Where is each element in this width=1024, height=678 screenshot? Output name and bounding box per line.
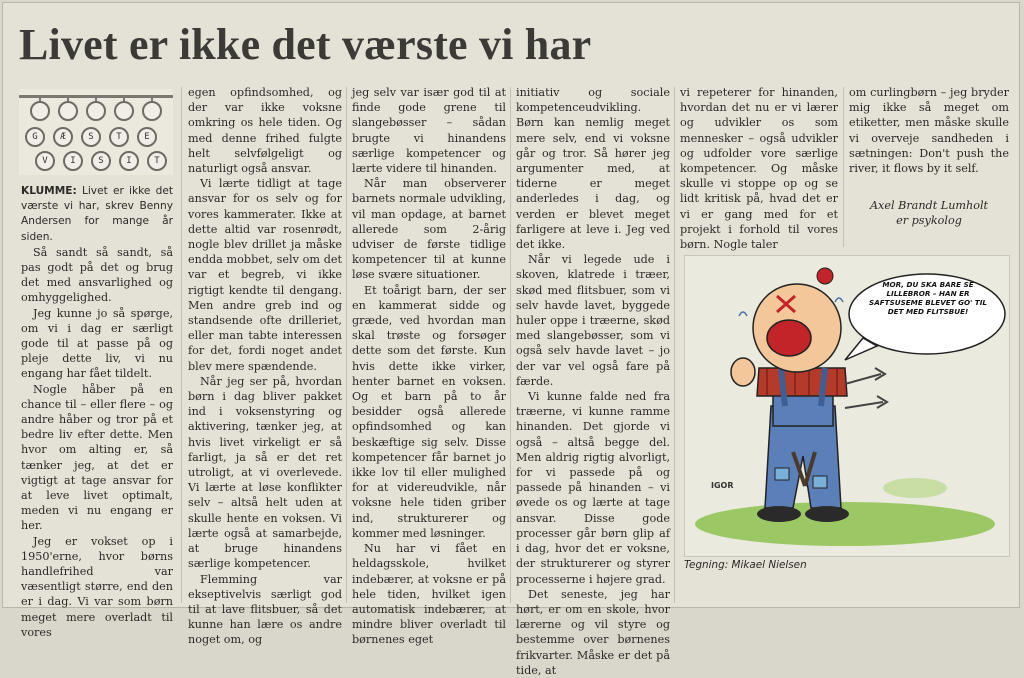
author-signature xyxy=(849,198,1009,228)
paragraph: Vi lærte tidligt at tage ansvar for os selv og for vores kammerater. Ikke at dette altid var rosenrødt, nogle blev drillet ja måske endda mobbet, selv om det var et begreb, vi ikke rigtigt kendte til dengang. Men andre greb ind og standsende ofte drilleriet, eller man tabte interessen for det, fordi noget andet blev mere spændende. xyxy=(188,177,342,373)
logo-key: I xyxy=(119,151,139,171)
left-shoe xyxy=(757,506,801,522)
logo-key: E xyxy=(137,127,157,147)
logo-key: S xyxy=(91,151,111,171)
logo-key-blank xyxy=(58,101,78,121)
knee-patch xyxy=(813,476,827,488)
paragraph: Når man observerer barnets normale udvikling, vil man opdage, at barnet allerede som 2-årig udviser de første tidlige kompetencer til at kunne løse svære situationer. xyxy=(352,177,506,282)
grass-patch xyxy=(695,502,995,546)
open-mouth xyxy=(767,320,811,356)
cartoon-caption: Tegning: Mikael Nielsen xyxy=(684,559,807,571)
paragraph: Når jeg ser på, hvordan børn i dag bliver pakket ind i voksenstyring og aktivering, tænker jeg, at hvis livet virkeligt er så farligt, ja så er det ret utroligt, at vi overlevede. Vi lærte at løse konflikter selv – altså helt uden at skulle hente en voksen. Vi lærte også at samarbejde, at bruge hinandens særlige kompetencer. xyxy=(188,374,342,571)
logo-key-blank xyxy=(30,101,50,121)
paragraph: jeg selv var især god til at finde gode grene til slangebøsser – sådan brugte vi hinandens særlige kompetencer og lærte videre til hinanden. xyxy=(352,86,506,176)
logo-key: Æ xyxy=(53,127,73,147)
grass-highlight xyxy=(883,478,947,498)
newspaper-clipping xyxy=(2,2,1020,677)
cut-off-headline-fragment xyxy=(523,0,1013,13)
article-column-5 xyxy=(680,85,838,255)
logo-key-blank xyxy=(114,101,134,121)
logo-key: T xyxy=(147,151,167,171)
column-rule xyxy=(181,87,182,603)
paragraph: egen opfindsomhed, og der var ikke voksne omkring os hele tiden. Og med denne frihed fulgte helt selvfølgeligt og naturligt også ansvar. xyxy=(188,86,342,176)
speech-bubble-text-box xyxy=(861,280,995,350)
article-column-2 xyxy=(188,85,342,647)
paragraph: Nu har vi fået en heldagsskole, hvilket indebærer, at voksne er på hele tiden, hvilket igen automatisk indebærer, at mindre bliver overladt til børnenes eget xyxy=(352,542,506,647)
paragraph: om curlingbørn – jeg bryder mig ikke så meget om etiketter, men måske skulle vi overveje sandheden i sætningen: Don't push the river, it flows by it self. xyxy=(849,86,1009,176)
paragraph: Flemming var ekseptivelvis særligt god til at lave flitsbuer, så det kunne han lære os andre noget om, og xyxy=(188,572,342,647)
gaeste-visit-logo xyxy=(19,89,173,175)
column-rule xyxy=(843,87,844,247)
logo-key: S xyxy=(81,127,101,147)
logo-key-blank xyxy=(86,101,106,121)
paragraph: Jeg er vokset op i 1950'erne, hvor børns handlefrihed var væsentligt større, end den er i dag. Vi var som børn meget mere overladt til vores xyxy=(21,534,173,639)
paragraph: Når vi legede ude i skoven, klatrede i træer, skød med flitsbuer, som vi selv havde lavet, byggede huler oppe i træerne, skød med slangebøsser, som vi også selv havde lavet – jo der var vel også fare på færde. xyxy=(516,253,670,388)
article-column-1 xyxy=(21,184,173,639)
paragraph: Et toårigt barn, der ser en kammerat sidde og græde, ved hvordan man skal trøste og forsøger dette som det første. Kun hvis dette ikke virker, henter barnet en voksen. Og et barn på to år besidder også allerede opfindsomhed og kan beskæftige sig selv. Disse kompetencer får barnet jo ikke lov til eller mulighed for at videreudvikle, når voksne hele tiden griber ind, strukturerer og kommer med løsninger. xyxy=(352,283,506,540)
logo-key: V xyxy=(35,151,55,171)
paragraph: Jeg kunne jo så spørge, om vi i dag er særligt gode til at passe på og pleje dette liv, vi nu engang har fået tildelt. xyxy=(21,306,173,381)
paragraph: Nogle håber på en chance til – eller flere – og andre håber og tror på et bedre liv efter dette. Men hvor om alting er, så tænker jeg, at det er vigtigt at tage ansvar for at leve livet optimalt, meden vi nu engang er her. xyxy=(21,382,173,533)
cartoon-drawing xyxy=(685,256,1011,558)
lead-text: Livet er ikke det værste vi har, skrev Benny Andersen for mange år siden. xyxy=(21,185,173,243)
article-column-4 xyxy=(516,85,670,677)
column-rule xyxy=(510,87,511,603)
paragraph: Det seneste, jeg har hørt, er om en skole, hvor lærerne og vil styre og bestemme over børnenes frikvarter. Måske er det på tide, at xyxy=(516,587,670,677)
author-name: Axel Brandt Lumholt xyxy=(869,199,989,212)
knee-patch xyxy=(775,468,789,480)
article-column-6 xyxy=(849,85,1009,176)
raised-hand xyxy=(731,358,755,386)
author-title: er psykolog xyxy=(896,214,962,227)
logo-key: T xyxy=(109,127,129,147)
paragraph: Så sandt så sandt, så pas godt på det og brug det med ansvarlighed og omhyggelighed. xyxy=(21,245,173,305)
lead-label: KLUMME: xyxy=(21,185,77,197)
column-rule xyxy=(674,87,675,603)
cartoon-illustration xyxy=(684,255,1010,557)
paragraph: vi repeterer for hinanden, hvordan det nu er vi lærer og udvikler os som mennesker – også udvikler og udfolder vore særlige kompetencer. Og måske skulle vi stoppe op og se lidt kritisk på, hvad det er vi er gang med for et projekt i forhold til vores børn. Nogle taler xyxy=(680,86,838,252)
right-shoe xyxy=(805,506,849,522)
article-column-3 xyxy=(352,85,506,647)
column-rule xyxy=(346,87,347,603)
logo-key: I xyxy=(63,151,83,171)
logo-key-blank xyxy=(142,101,162,121)
speech-bubble-text: MOR, DU SKA BARE SE LILLEBROR – HAN ER SAFTSUSEME BLEVET GO' TIL DET MED FLITSBUE! xyxy=(869,280,987,316)
lead-paragraph xyxy=(21,184,173,245)
paragraph: initiativ og sociale kompetenceudvikling. Børn kan nemlig meget mere selv, end vi voksne går og tror. Så hører jeg argumenter med, at tiderne er meget anderledes i dag, og verden er blevet meget farligere at leve i. Jeg ved det ikke. xyxy=(516,86,670,252)
logo-key: G xyxy=(25,127,45,147)
cartoonist-signature: IGOR xyxy=(711,481,734,490)
cap-bobble xyxy=(817,268,833,284)
article-headline: Livet er ikke det værste vi har xyxy=(19,20,592,69)
paragraph: Vi kunne falde ned fra træerne, vi kunne ramme hinanden. Det gjorde vi også – altså begge del. Men aldrig rigtig alvorligt, for vi passede på og passede på hinanden – vi øvede os og lærte at tage ansvar. Disse gode processer går børn glip af i dag, hvor det er voksne, der strukturerer og styrer processerne i højere grad. xyxy=(516,390,670,586)
